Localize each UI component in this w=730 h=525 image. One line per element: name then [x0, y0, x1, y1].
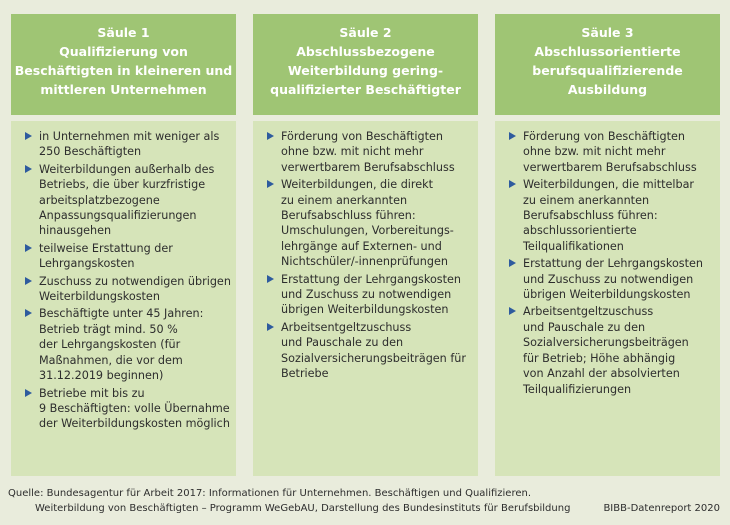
list-item-line: Berufsabschluss führen:	[523, 209, 658, 223]
source-note	[8, 486, 570, 516]
triangle-bullet-icon	[25, 277, 32, 285]
column-saeule-2	[253, 14, 478, 476]
list-item-line: von Anzahl der absolvierten	[523, 367, 680, 381]
heading-line: qualifizierter Beschäftigter	[270, 82, 461, 97]
list-item-line: Förderung von Beschäftigten	[523, 130, 685, 143]
list-item-line: Arbeitsentgeltzuschuss	[281, 320, 412, 334]
heading-line: Ausbildung	[567, 82, 648, 97]
heading-line: Qualifizierung von	[59, 44, 188, 59]
list-item-line: übrigen Weiterbildungskosten	[523, 288, 691, 302]
list-item-line: und Zuschuss zu notwendigen	[281, 288, 452, 302]
triangle-bullet-icon	[509, 132, 516, 140]
list-item-line: 31.12.2019 beginnen)	[39, 369, 164, 383]
list-item-line: Betriebs, die über kurzfristige	[39, 178, 206, 192]
list-item-line: Beschäftigte unter 45 Jahren:	[39, 307, 204, 321]
list-item	[267, 177, 472, 269]
triangle-bullet-icon	[509, 307, 516, 315]
heading-line: Beschäftigten in kleineren und	[14, 63, 233, 78]
column-heading	[11, 14, 236, 115]
list-item-line: arbeitsplatzbezogene	[39, 193, 160, 207]
list-item-line: Erstattung der Lehrgangskosten	[281, 272, 461, 286]
column-heading	[495, 14, 720, 115]
triangle-bullet-icon	[509, 259, 516, 267]
bullet-list	[509, 129, 714, 397]
list-item-line: und Zuschuss zu notwendigen	[523, 272, 694, 286]
triangle-bullet-icon	[267, 323, 274, 331]
heading-line: berufsqualifizierende	[532, 63, 683, 78]
triangle-bullet-icon	[267, 180, 274, 188]
list-item-line: verwertbarem Berufsabschluss	[281, 160, 455, 174]
list-item-line: Arbeitsentgeltzuschuss	[523, 305, 654, 319]
list-item-line: ohne bzw. mit nicht mehr	[281, 145, 424, 159]
heading-line: mittleren Unternehmen	[40, 82, 207, 97]
list-item	[267, 320, 472, 382]
list-item-line: für Betrieb; Höhe abhängig	[523, 351, 676, 365]
column-body	[253, 121, 478, 476]
list-item-line: Förderung von Beschäftigten	[281, 130, 443, 143]
list-item-line: der Lehrgangskosten (für	[39, 338, 181, 352]
list-item-line: Erstattung der Lehrgangskosten	[523, 257, 703, 271]
triangle-bullet-icon	[25, 309, 32, 317]
list-item-line: Teilqualifizierungen	[523, 382, 632, 396]
list-item-line: und Pauschale zu den	[523, 320, 646, 334]
list-item-line: Maßnahmen, die vor dem	[39, 353, 183, 367]
source-line: Quelle: Bundesagentur für Arbeit 2017: Informationen für Unternehmen. Beschäftigen und Qualifizieren.	[8, 488, 532, 499]
list-item	[25, 386, 230, 432]
list-item-line: 250 Beschäftigten	[39, 145, 142, 159]
list-item-line: Nichtschüler/-innenprüfungen	[281, 255, 448, 269]
list-item-line: und Pauschale zu den	[281, 336, 404, 350]
list-item-line: Weiterbildungen außerhalb des	[39, 162, 215, 176]
triangle-bullet-icon	[509, 180, 516, 188]
triangle-bullet-icon	[267, 132, 274, 140]
list-item-line: Sozialversicherungsbeiträgen	[523, 336, 689, 350]
list-item-line: in Unternehmen mit weniger als	[39, 130, 220, 143]
list-item-line: Betrieb trägt mind. 50 %	[39, 322, 178, 336]
list-item-line: Sozialversicherungsbeiträgen für	[281, 351, 466, 365]
triangle-bullet-icon	[267, 275, 274, 283]
heading-line: Weiterbildung gering-	[287, 63, 444, 78]
heading-line: Säule 3	[581, 25, 634, 40]
triangle-bullet-icon	[25, 244, 32, 252]
list-item-line: verwertbarem Berufsabschluss	[523, 160, 697, 174]
list-item-line: Umschulungen, Vorbereitungs-	[281, 224, 454, 238]
list-item-line: der Weiterbildungskosten möglich	[39, 417, 230, 431]
list-item	[25, 162, 230, 239]
column-body	[495, 121, 720, 476]
heading-line: Säule 2	[339, 25, 392, 40]
list-item-line: Lehrgangskosten	[39, 257, 135, 271]
credit-label: BIBB-Datenreport 2020	[603, 503, 720, 514]
triangle-bullet-icon	[25, 165, 32, 173]
list-item-line: Weiterbildungskosten	[39, 290, 160, 304]
list-item	[509, 129, 714, 175]
list-item	[25, 306, 230, 383]
list-item	[509, 256, 714, 302]
list-item-line: zu einem anerkannten	[523, 193, 650, 207]
list-item-line: zu einem anerkannten	[281, 193, 408, 207]
list-item-line: Weiterbildungen, die direkt	[281, 178, 434, 192]
list-item	[25, 129, 230, 160]
heading-line: Säule 1	[97, 25, 150, 40]
column-saeule-1	[11, 14, 236, 476]
list-item-line: teilweise Erstattung der	[39, 241, 173, 255]
heading-line: Abschlussbezogene	[296, 44, 435, 59]
list-item-line: Zuschuss zu notwendigen übrigen	[39, 274, 231, 288]
list-item-line: Teilqualifikationen	[523, 239, 624, 253]
list-item-line: übrigen Weiterbildungskosten	[281, 303, 449, 317]
list-item-line: Anpassungsqualifizierungen	[39, 209, 197, 223]
list-item	[267, 272, 472, 318]
list-item	[509, 304, 714, 396]
list-item-line: ohne bzw. mit nicht mehr	[523, 145, 666, 159]
list-item-line: Berufsabschluss führen:	[281, 209, 416, 223]
bullet-list	[267, 129, 472, 382]
heading-line: Abschlussorientierte	[534, 44, 681, 59]
list-item	[509, 177, 714, 254]
column-heading	[253, 14, 478, 115]
column-body	[11, 121, 236, 476]
triangle-bullet-icon	[25, 132, 32, 140]
list-item	[25, 241, 230, 272]
list-item-line: abschlussorientierte	[523, 224, 637, 238]
triangle-bullet-icon	[25, 389, 32, 397]
list-item	[25, 274, 230, 305]
list-item-line: 9 Beschäftigten: volle Übernahme	[39, 401, 230, 415]
source-line: Weiterbildung von Beschäftigten – Programm WeGebAU, Darstellung des Bundesinstituts für Berufsbildung	[35, 503, 571, 514]
list-item-line: Weiterbildungen, die mittelbar	[523, 178, 695, 192]
bullet-list	[25, 129, 230, 432]
list-item-line: hinausgehen	[39, 224, 112, 238]
list-item-line: Betriebe mit bis zu	[39, 386, 145, 400]
list-item-line: Betriebe	[281, 367, 329, 381]
column-saeule-3	[495, 14, 720, 476]
list-item-line: lehrgänge auf Externen- und	[281, 239, 442, 253]
list-item	[267, 129, 472, 175]
